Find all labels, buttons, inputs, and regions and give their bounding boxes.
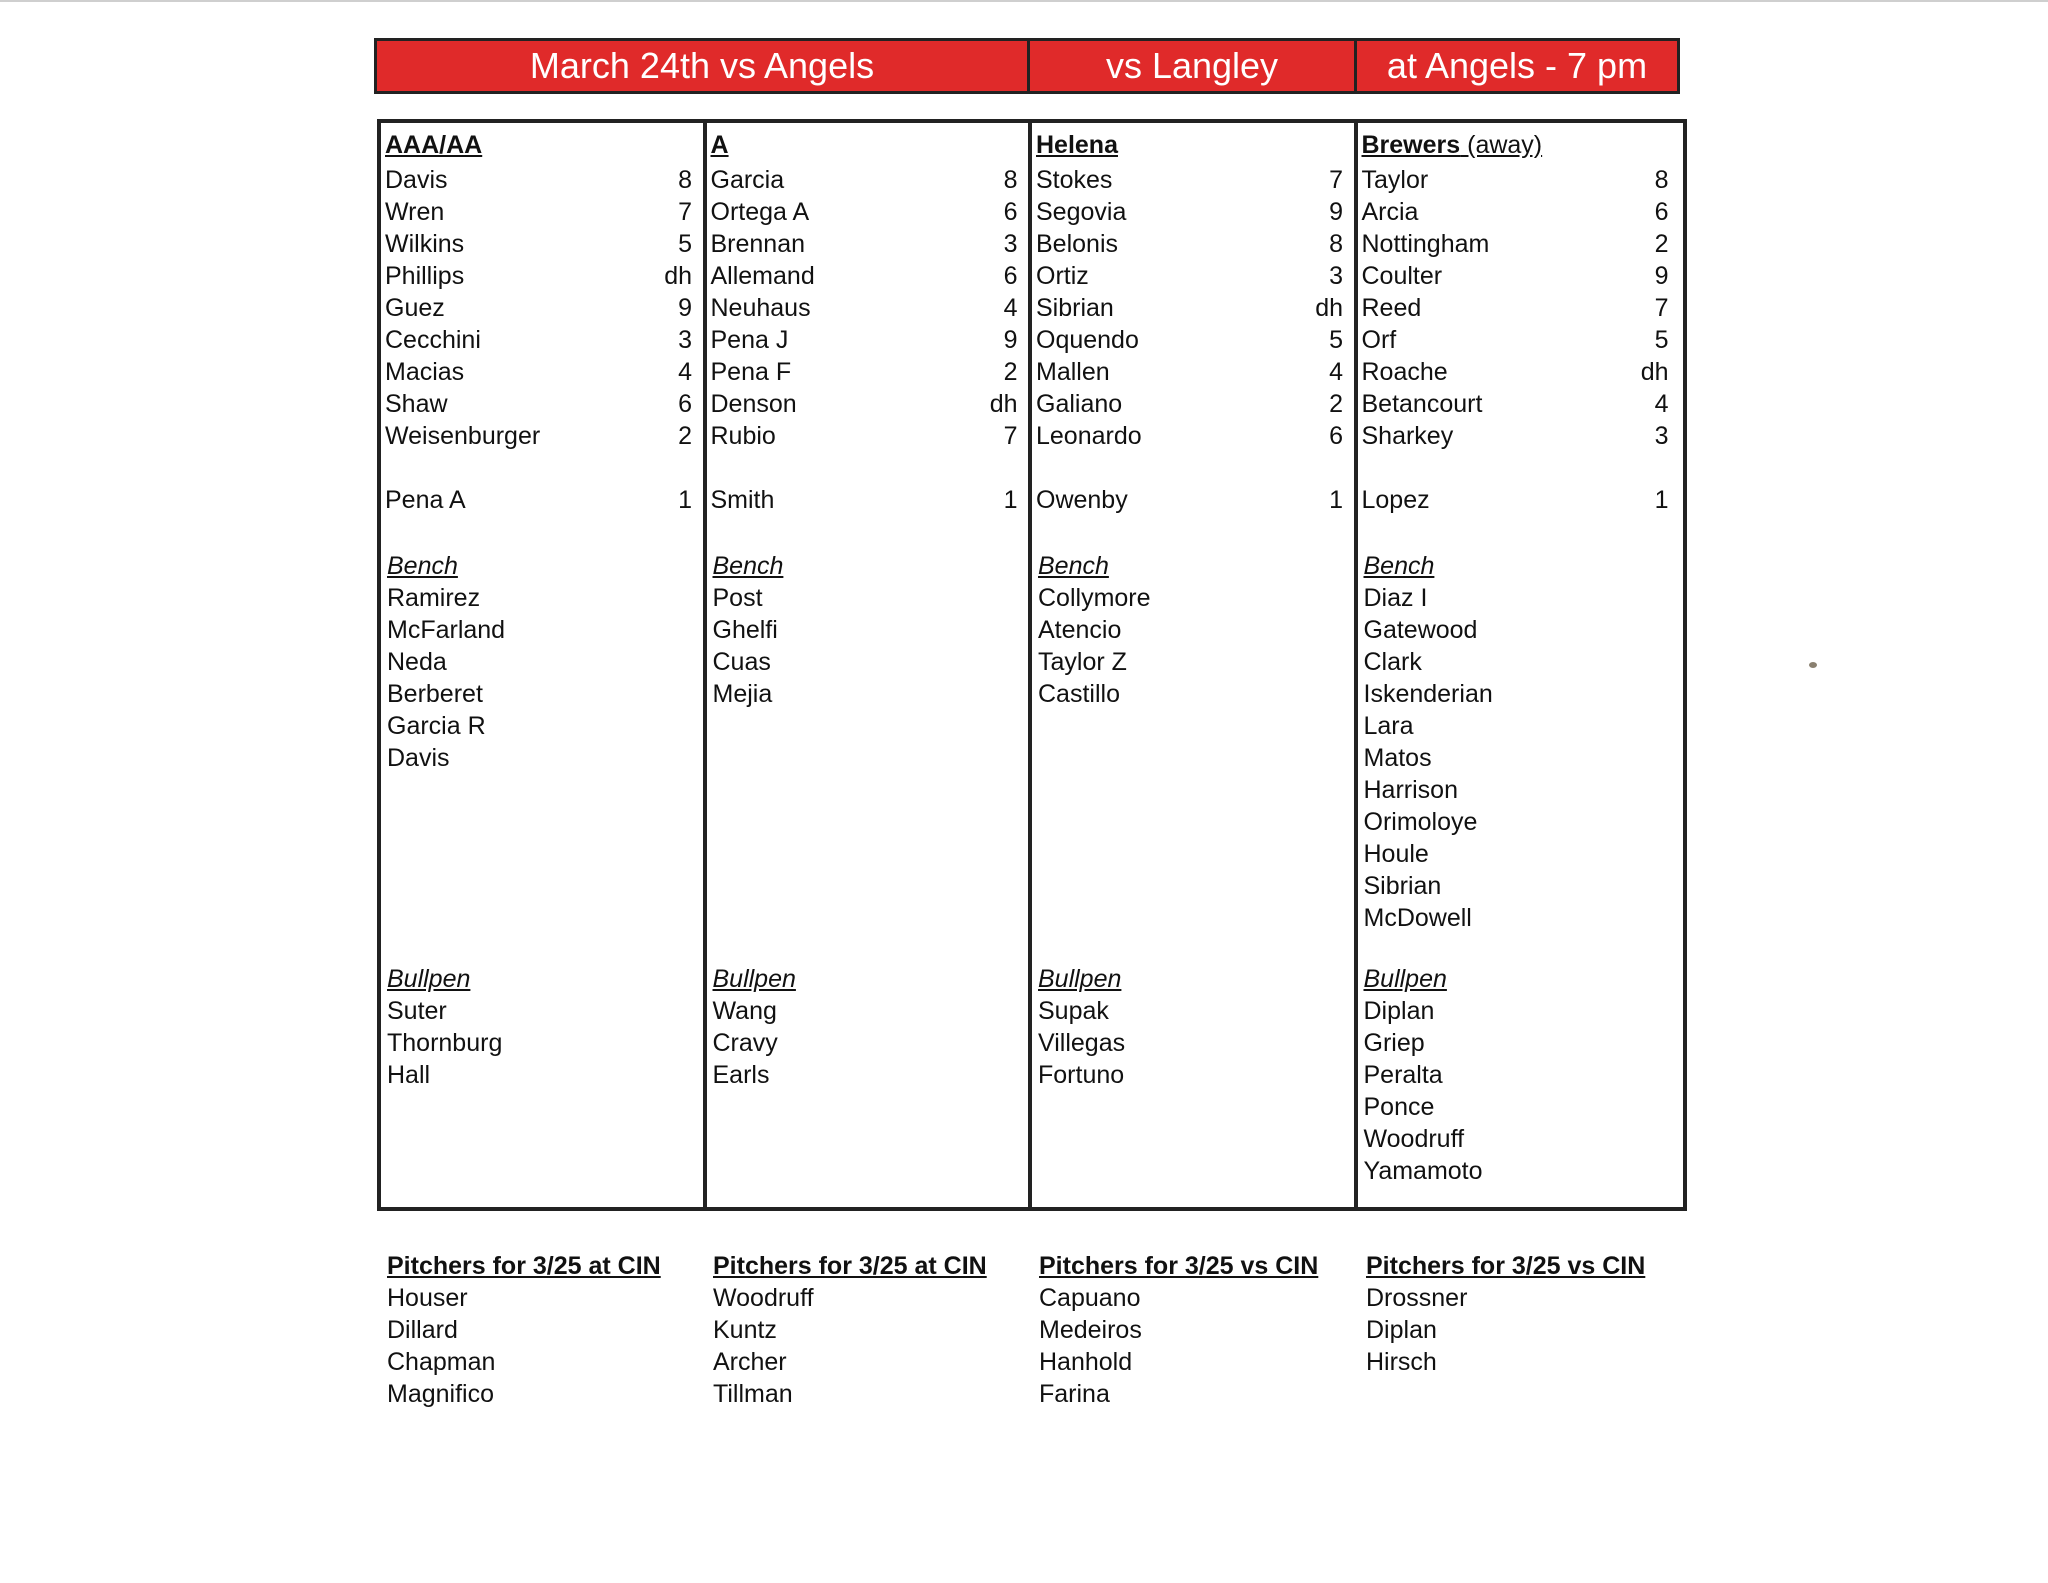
player-position: 4: [1003, 294, 1018, 322]
player-name: Cecchini: [385, 326, 481, 354]
bench-player: Orimoloye: [1363, 808, 1478, 836]
player-position: 5: [1654, 326, 1669, 354]
player-name: Denson: [710, 390, 797, 418]
pitcher-name: Hanhold: [1039, 1348, 1133, 1376]
player-name: Nottingham: [1361, 230, 1490, 258]
player-name: Arcia: [1361, 198, 1419, 226]
player-name: Belonis: [1036, 230, 1118, 258]
bench-player: McDowell: [1363, 904, 1472, 932]
lineup-row: [1036, 260, 1343, 292]
starting-pitcher-row: [1362, 484, 1669, 516]
scan-speck: [1809, 662, 1817, 668]
lineup-row: [385, 388, 692, 420]
header-segment-2: vs Langley: [1030, 41, 1357, 91]
bench-player: Gatewood: [1363, 616, 1478, 644]
bench-label: Bench: [1038, 552, 1109, 580]
bullpen-label: Bullpen: [387, 965, 471, 993]
player-name: Oquendo: [1036, 326, 1139, 354]
pitcher-name: Tillman: [713, 1380, 793, 1408]
bench-player: Taylor Z: [1038, 648, 1127, 676]
column-title: [711, 129, 729, 161]
lineup-row: [1362, 196, 1669, 228]
lineup: [711, 164, 1018, 452]
bullpen-pitcher: Earls: [712, 1061, 770, 1089]
bench-label: Bench: [712, 552, 784, 580]
bullpen-pitcher: Woodruff: [1363, 1125, 1465, 1153]
header-banner: [374, 38, 1680, 94]
player-name: Garcia: [710, 166, 785, 194]
starting-pitcher-position: 1: [1003, 486, 1018, 514]
lineup-row: [1362, 388, 1669, 420]
player-position: 7: [1654, 294, 1669, 322]
pitchers-title: Pitchers for 3/25 vs CIN: [1039, 1252, 1319, 1280]
player-name: Mallen: [1036, 358, 1110, 386]
player-name: Leonardo: [1036, 422, 1142, 450]
lineup-row: [1362, 228, 1669, 260]
lineup-row: [1362, 356, 1669, 388]
bullpen-pitcher: Villegas: [1038, 1029, 1126, 1057]
bench-player: Collymore: [1038, 584, 1151, 612]
player-name: Galiano: [1036, 390, 1123, 418]
bullpen-pitcher: Hall: [387, 1061, 431, 1089]
starting-pitcher-position: 1: [1654, 486, 1669, 514]
player-name: Stokes: [1036, 166, 1113, 194]
bullpen-pitcher: Thornburg: [387, 1029, 503, 1057]
player-position: 9: [1003, 326, 1018, 354]
player-position: 8: [1654, 166, 1669, 194]
lineup-row: [1362, 164, 1669, 196]
header-segment-3: at Angels - 7 pm: [1386, 45, 1648, 86]
bench-player: Atencio: [1038, 616, 1122, 644]
player-position: 4: [1329, 358, 1343, 386]
lineup-row: [1362, 420, 1669, 452]
pitchers-block-4: [1366, 1250, 1645, 1378]
player-position: 2: [1329, 390, 1343, 418]
roster-column-aaa-aa: [381, 123, 707, 1207]
player-position: 2: [1003, 358, 1018, 386]
player-name: Betancourt: [1361, 390, 1483, 418]
player-position: 6: [1003, 198, 1018, 226]
player-position: 7: [1329, 166, 1343, 194]
bullpen-list: [1038, 963, 1125, 1091]
player-name: Rubio: [710, 422, 776, 450]
pitchers-block-2: [713, 1250, 987, 1410]
bullpen-pitcher: Yamamoto: [1363, 1157, 1483, 1185]
lineup-row: [1362, 324, 1669, 356]
player-name: Coulter: [1361, 262, 1443, 290]
lineup-row: [385, 420, 692, 452]
player-position: 3: [1003, 230, 1018, 258]
bench-player: Lara: [1363, 712, 1414, 740]
roster-column-helena: [1032, 123, 1358, 1207]
lineup-row: [1036, 292, 1343, 324]
bench-player: Matos: [1363, 744, 1432, 772]
player-name: Pena F: [710, 358, 792, 386]
lineup-row: [385, 356, 692, 388]
lineup-row: [1362, 260, 1669, 292]
player-position: 9: [678, 294, 692, 322]
bullpen-pitcher: Wang: [712, 997, 777, 1025]
column-title-text: A: [710, 131, 729, 159]
lineup-row: [711, 260, 1018, 292]
player-position: 8: [1329, 230, 1343, 258]
bullpen-label: Bullpen: [712, 965, 796, 993]
player-position: 3: [678, 326, 692, 354]
lineup-row: [385, 196, 692, 228]
lineup-row: [385, 292, 692, 324]
pitcher-name: Medeiros: [1039, 1316, 1142, 1344]
lineup-row: [1036, 324, 1343, 356]
starting-pitcher-row: [1036, 484, 1343, 516]
starting-pitcher-name: Pena A: [385, 486, 466, 514]
roster-grid: [377, 119, 1687, 1211]
bench-list: [1364, 550, 1493, 934]
starting-pitcher-row: [711, 484, 1018, 516]
lineup-row: [1362, 292, 1669, 324]
bullpen-pitcher: Griep: [1363, 1029, 1425, 1057]
bullpen-pitcher: Supak: [1038, 997, 1109, 1025]
player-name: Brennan: [710, 230, 806, 258]
player-name: Ortega A: [710, 198, 810, 226]
bench-player: McFarland: [387, 616, 506, 644]
player-position: 6: [1003, 262, 1018, 290]
header-segment-1: March 24th vs Angels: [377, 41, 1030, 91]
bullpen-list: [1364, 963, 1483, 1187]
bench-label: Bench: [387, 552, 458, 580]
player-position: 4: [678, 358, 692, 386]
bullpen-pitcher: Cravy: [712, 1029, 778, 1057]
pitchers-block-3: [1039, 1250, 1318, 1410]
player-position: 5: [678, 230, 692, 258]
starting-pitcher-position: 1: [678, 486, 692, 514]
bench-player: Cuas: [712, 648, 771, 676]
lineup-row: [1036, 196, 1343, 228]
starting-pitcher-position: 1: [1329, 486, 1343, 514]
player-position: 2: [678, 422, 692, 450]
bench-list: [713, 550, 784, 710]
player-name: Neuhaus: [710, 294, 811, 322]
pitchers-title: Pitchers for 3/25 vs CIN: [1366, 1252, 1646, 1280]
bench-player: Ramirez: [387, 584, 481, 612]
column-title-text: Helena: [1036, 131, 1118, 159]
player-name: Allemand: [710, 262, 815, 290]
lineup: [385, 164, 692, 452]
player-position: dh: [1315, 294, 1343, 322]
scan-top-edge: [0, 0, 2048, 2]
lineup-row: [1036, 356, 1343, 388]
player-name: Sharkey: [1361, 422, 1454, 450]
player-name: Wilkins: [385, 230, 465, 258]
pitcher-name: Dillard: [387, 1316, 458, 1344]
player-position: 2: [1654, 230, 1669, 258]
lineup-row: [385, 228, 692, 260]
lineup: [1362, 164, 1669, 452]
pitcher-name: Diplan: [1366, 1316, 1437, 1344]
starting-pitcher-name: Lopez: [1361, 486, 1430, 514]
player-name: Roache: [1361, 358, 1448, 386]
pitchers-title: Pitchers for 3/25 at CIN: [713, 1252, 987, 1280]
bullpen-label: Bullpen: [1038, 965, 1122, 993]
bench-player: Diaz I: [1363, 584, 1428, 612]
player-name: Ortiz: [1036, 262, 1089, 290]
lineup-row: [711, 420, 1018, 452]
bench-player: Berberet: [387, 680, 483, 708]
bullpen-list: [387, 963, 502, 1091]
player-position: 6: [1654, 198, 1669, 226]
player-position: 6: [1329, 422, 1343, 450]
roster-column-a: [707, 123, 1033, 1207]
player-name: Pena J: [710, 326, 789, 354]
bench-player: Ghelfi: [712, 616, 778, 644]
player-position: 8: [1003, 166, 1018, 194]
player-position: dh: [664, 262, 692, 290]
player-position: 8: [678, 166, 692, 194]
player-name: Phillips: [385, 262, 465, 290]
player-name: Reed: [1361, 294, 1422, 322]
roster-column-brewers: [1358, 123, 1683, 1207]
pitcher-name: Chapman: [387, 1348, 496, 1376]
bench-player: Sibrian: [1363, 872, 1442, 900]
bullpen-pitcher: Fortuno: [1038, 1061, 1125, 1089]
player-position: 9: [1329, 198, 1343, 226]
lineup-row: [1036, 228, 1343, 260]
player-position: 9: [1654, 262, 1669, 290]
bench-player: Post: [712, 584, 763, 612]
bullpen-pitcher: Suter: [387, 997, 447, 1025]
bench-list: [1038, 550, 1151, 710]
player-name: Segovia: [1036, 198, 1127, 226]
pitcher-name: Kuntz: [713, 1316, 777, 1344]
bullpen-list: [713, 963, 796, 1091]
bench-label: Bench: [1363, 552, 1435, 580]
starting-pitcher-name: Owenby: [1036, 486, 1128, 514]
bench-player: Houle: [1363, 840, 1429, 868]
pitchers-title: Pitchers for 3/25 at CIN: [387, 1252, 661, 1280]
player-position: 4: [1654, 390, 1669, 418]
bullpen-pitcher: Diplan: [1363, 997, 1435, 1025]
player-name: Sibrian: [1036, 294, 1114, 322]
starting-pitcher-name: Smith: [710, 486, 775, 514]
lineup-row: [1036, 388, 1343, 420]
player-name: Weisenburger: [385, 422, 541, 450]
pitcher-name: Farina: [1039, 1380, 1110, 1408]
bench-player: Neda: [387, 648, 447, 676]
player-position: dh: [1640, 358, 1669, 386]
bench-player: Davis: [387, 744, 450, 772]
lineup-row: [385, 324, 692, 356]
lineup-row: [1036, 420, 1343, 452]
bullpen-label: Bullpen: [1363, 965, 1447, 993]
pitcher-name: Magnifico: [387, 1380, 494, 1408]
bullpen-pitcher: Peralta: [1363, 1061, 1443, 1089]
lineup-row: [1036, 164, 1343, 196]
player-position: dh: [989, 390, 1018, 418]
starting-pitcher-row: [385, 484, 692, 516]
lineup-row: [711, 164, 1018, 196]
player-position: 3: [1329, 262, 1343, 290]
bench-player: Clark: [1363, 648, 1422, 676]
column-title-text: AAA/AA: [385, 131, 483, 159]
pitchers-block-1: [387, 1250, 661, 1410]
pitcher-name: Drossner: [1366, 1284, 1468, 1312]
column-title-sub: (away): [1460, 131, 1543, 159]
pitcher-name: Houser: [387, 1284, 468, 1312]
player-name: Orf: [1361, 326, 1397, 354]
lineup-row: [711, 196, 1018, 228]
lineup-row: [385, 164, 692, 196]
player-name: Guez: [385, 294, 445, 322]
lineup-row: [711, 228, 1018, 260]
player-name: Macias: [385, 358, 465, 386]
player-position: 5: [1329, 326, 1343, 354]
player-position: 7: [1003, 422, 1018, 450]
pitcher-name: Archer: [713, 1348, 787, 1376]
player-name: Shaw: [385, 390, 448, 418]
lineup-row: [711, 324, 1018, 356]
lineup-row: [711, 388, 1018, 420]
bench-player: Garcia R: [387, 712, 486, 740]
pitcher-name: Woodruff: [713, 1284, 814, 1312]
lineup-row: [711, 292, 1018, 324]
bullpen-pitcher: Ponce: [1363, 1093, 1435, 1121]
pitcher-name: Capuano: [1039, 1284, 1141, 1312]
player-position: 3: [1654, 422, 1669, 450]
player-position: 6: [678, 390, 692, 418]
lineup: [1036, 164, 1343, 452]
player-name: Taylor: [1361, 166, 1429, 194]
bench-player: Harrison: [1363, 776, 1458, 804]
column-title: [1362, 129, 1543, 161]
column-title-text: Brewers: [1361, 131, 1461, 159]
player-position: 7: [678, 198, 692, 226]
column-title: [385, 129, 482, 161]
player-name: Davis: [385, 166, 448, 194]
bench-player: Iskenderian: [1363, 680, 1493, 708]
bench-player: Castillo: [1038, 680, 1120, 708]
pitcher-name: Hirsch: [1366, 1348, 1437, 1376]
lineup-row: [385, 260, 692, 292]
column-title: [1036, 129, 1118, 161]
bench-list: [387, 550, 505, 774]
bench-player: Mejia: [712, 680, 773, 708]
lineup-row: [711, 356, 1018, 388]
player-name: Wren: [385, 198, 445, 226]
